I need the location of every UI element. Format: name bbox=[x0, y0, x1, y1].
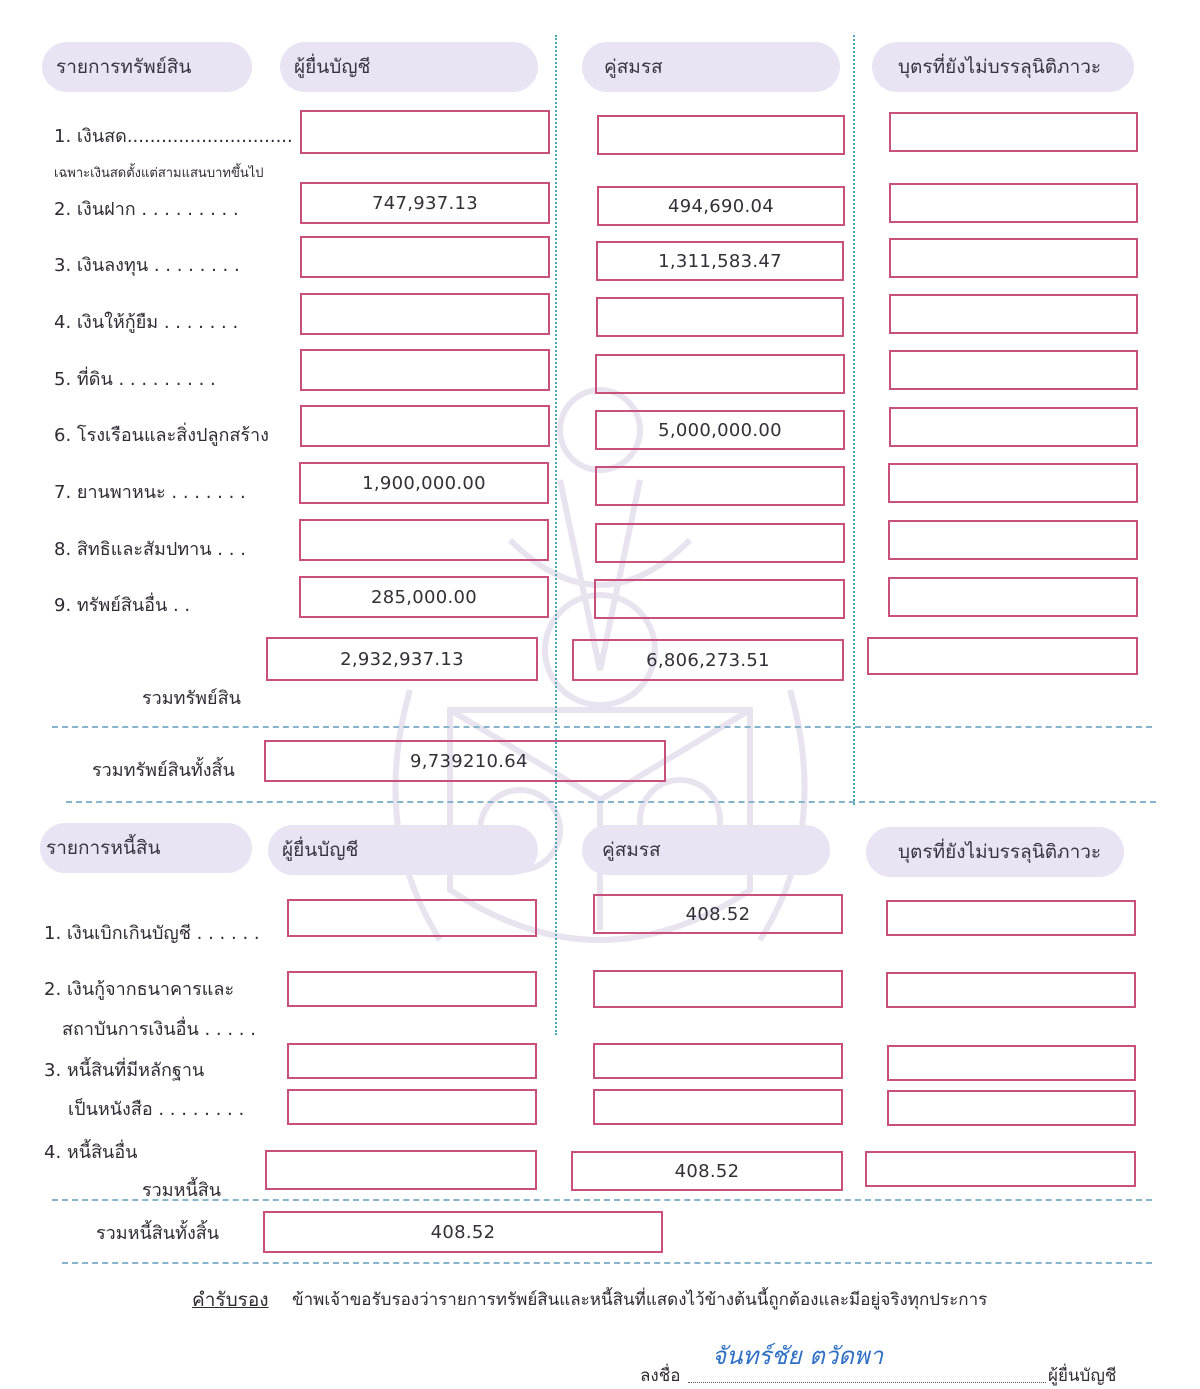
asset-row-label: 9. ทรัพย์สินอื่น . . bbox=[54, 595, 191, 616]
asset-row-label: 2. เงินฝาก . . . . . . . . . bbox=[54, 199, 239, 220]
section-divider bbox=[62, 1262, 1152, 1264]
section-divider bbox=[52, 726, 1152, 728]
asset-declarant-cell[interactable] bbox=[300, 405, 550, 447]
liability-declarant-cell[interactable] bbox=[287, 1043, 537, 1079]
assets-item-header: รายการทรัพย์สิน bbox=[42, 42, 252, 92]
liability-children-cell[interactable] bbox=[886, 972, 1136, 1008]
asset-row-label: 3. เงินลงทุน . . . . . . . . bbox=[54, 255, 240, 276]
asset-total-value[interactable]: 9,739210.64 bbox=[264, 740, 666, 782]
asset-children-cell[interactable] bbox=[889, 112, 1138, 152]
column-divider bbox=[853, 35, 855, 805]
liabilities-spouse-header: คู่สมรส bbox=[582, 825, 830, 875]
liability-children-cell[interactable] bbox=[887, 1045, 1136, 1081]
liabilities-declarant-header: ผู้ยื่นบัญชี bbox=[268, 825, 538, 875]
asset-subtotal-spouse[interactable]: 6,806,273.51 bbox=[572, 639, 844, 681]
section-divider bbox=[66, 801, 1156, 803]
asset-spouse-cell[interactable] bbox=[595, 523, 845, 563]
liability-spouse-cell[interactable] bbox=[593, 1089, 843, 1125]
asset-spouse-cell[interactable] bbox=[597, 115, 845, 155]
asset-declarant-cell[interactable] bbox=[300, 236, 550, 278]
asset-spouse-cell[interactable]: 1,311,583.47 bbox=[596, 241, 844, 281]
liability-row-label: 4. หนี้สินอื่น bbox=[44, 1142, 138, 1163]
asset-row-label: 4. เงินให้กู้ยืม . . . . . . . bbox=[54, 312, 239, 333]
asset-children-cell[interactable] bbox=[889, 183, 1138, 223]
asset-subtotal-declarant[interactable]: 2,932,937.13 bbox=[266, 637, 538, 681]
liability-subtotal-label: รวมหนี้สิน bbox=[142, 1180, 222, 1201]
assets-spouse-header: คู่สมรส bbox=[582, 42, 840, 92]
asset-declarant-cell[interactable] bbox=[300, 110, 550, 154]
cash-note: เฉพาะเงินสดตั้งแต่สามแสนบาทขึ้นไป bbox=[54, 166, 264, 181]
liability-row-label-cont: เป็นหนังสือ . . . . . . . . bbox=[68, 1099, 245, 1120]
signature: จันทร์ชัย ตวัดพา bbox=[712, 1342, 884, 1370]
liability-declarant-cell[interactable] bbox=[287, 971, 537, 1007]
asset-children-cell[interactable] bbox=[889, 294, 1138, 334]
liability-subtotal-children[interactable] bbox=[865, 1151, 1136, 1187]
asset-declarant-cell[interactable] bbox=[299, 519, 549, 561]
assets-children-header: บุตรที่ยังไม่บรรลุนิติภาวะ bbox=[872, 42, 1134, 92]
asset-declarant-cell[interactable] bbox=[300, 293, 550, 335]
asset-total-label: รวมทรัพย์สินทั้งสิ้น bbox=[92, 760, 235, 781]
liability-subtotal-declarant[interactable] bbox=[265, 1150, 537, 1190]
asset-spouse-cell[interactable] bbox=[596, 297, 844, 337]
asset-declarant-cell[interactable]: 285,000.00 bbox=[299, 576, 549, 618]
asset-children-cell[interactable] bbox=[889, 407, 1138, 447]
liability-subtotal-spouse[interactable]: 408.52 bbox=[571, 1151, 843, 1191]
asset-spouse-cell[interactable] bbox=[595, 354, 845, 394]
liability-declarant-cell[interactable] bbox=[287, 899, 537, 937]
liability-declarant-cell[interactable] bbox=[287, 1089, 537, 1125]
asset-children-cell[interactable] bbox=[889, 238, 1138, 278]
liability-total-label: รวมหนี้สินทั้งสิ้น bbox=[96, 1223, 220, 1244]
asset-row-label: 8. สิทธิและสัมปทาน . . . bbox=[54, 539, 246, 560]
liability-total-value[interactable]: 408.52 bbox=[263, 1211, 663, 1253]
asset-declarant-cell[interactable]: 1,900,000.00 bbox=[299, 462, 549, 504]
liability-children-cell[interactable] bbox=[887, 1090, 1136, 1126]
liability-row-label: 1. เงินเบิกเกินบัญชี . . . . . . bbox=[44, 923, 260, 944]
liabilities-item-header: รายการหนี้สิน bbox=[40, 823, 252, 873]
asset-children-cell[interactable] bbox=[888, 520, 1138, 560]
asset-subtotal-children[interactable] bbox=[867, 637, 1138, 675]
asset-spouse-cell[interactable]: 494,690.04 bbox=[597, 186, 845, 226]
asset-subtotal-label: รวมทรัพย์สิน bbox=[142, 688, 241, 709]
certification-text: ข้าพเจ้าขอรับรองว่ารายการทรัพย์สินและหนี้สินที่แสดงไว้ข้างต้นนี้ถูกต้องและมีอยู่จริงทุกประการ bbox=[292, 1290, 988, 1310]
column-divider bbox=[555, 35, 557, 1035]
liability-row-label: 3. หนี้สินที่มีหลักฐาน bbox=[44, 1060, 205, 1081]
asset-declarant-cell[interactable] bbox=[300, 349, 550, 391]
asset-row-label: 6. โรงเรือนและสิ่งปลูกสร้าง bbox=[54, 425, 269, 446]
asset-declarant-cell[interactable]: 747,937.13 bbox=[300, 182, 550, 224]
certification-title: คำรับรอง bbox=[192, 1289, 269, 1311]
asset-children-cell[interactable] bbox=[888, 577, 1138, 617]
liabilities-children-header: บุตรที่ยังไม่บรรลุนิติภาวะ bbox=[866, 827, 1124, 877]
asset-spouse-cell[interactable] bbox=[595, 466, 845, 506]
asset-row-label: 7. ยานพาหนะ . . . . . . . bbox=[54, 482, 246, 503]
asset-spouse-cell[interactable] bbox=[594, 579, 845, 619]
sign-role: ผู้ยื่นบัญชี bbox=[1048, 1366, 1117, 1386]
sign-label: ลงชื่อ bbox=[640, 1366, 681, 1386]
liability-spouse-cell[interactable] bbox=[593, 1043, 843, 1079]
liability-spouse-cell[interactable] bbox=[593, 970, 843, 1008]
signature-line bbox=[688, 1382, 1046, 1383]
asset-children-cell[interactable] bbox=[889, 350, 1138, 390]
liability-children-cell[interactable] bbox=[886, 900, 1136, 936]
liability-row-label: 2. เงินกู้จากธนาคารและ bbox=[44, 979, 235, 1000]
liability-spouse-cell[interactable]: 408.52 bbox=[593, 894, 843, 934]
asset-row-label: 5. ที่ดิน . . . . . . . . . bbox=[54, 369, 216, 390]
liability-row-label-cont: สถาบันการเงินอื่น . . . . . bbox=[62, 1019, 256, 1040]
assets-declarant-header: ผู้ยื่นบัญชี bbox=[280, 42, 538, 92]
asset-row-label: 1. เงินสด............................. bbox=[54, 126, 293, 147]
asset-spouse-cell[interactable]: 5,000,000.00 bbox=[595, 410, 845, 450]
section-divider bbox=[52, 1199, 1152, 1201]
asset-children-cell[interactable] bbox=[888, 463, 1138, 503]
